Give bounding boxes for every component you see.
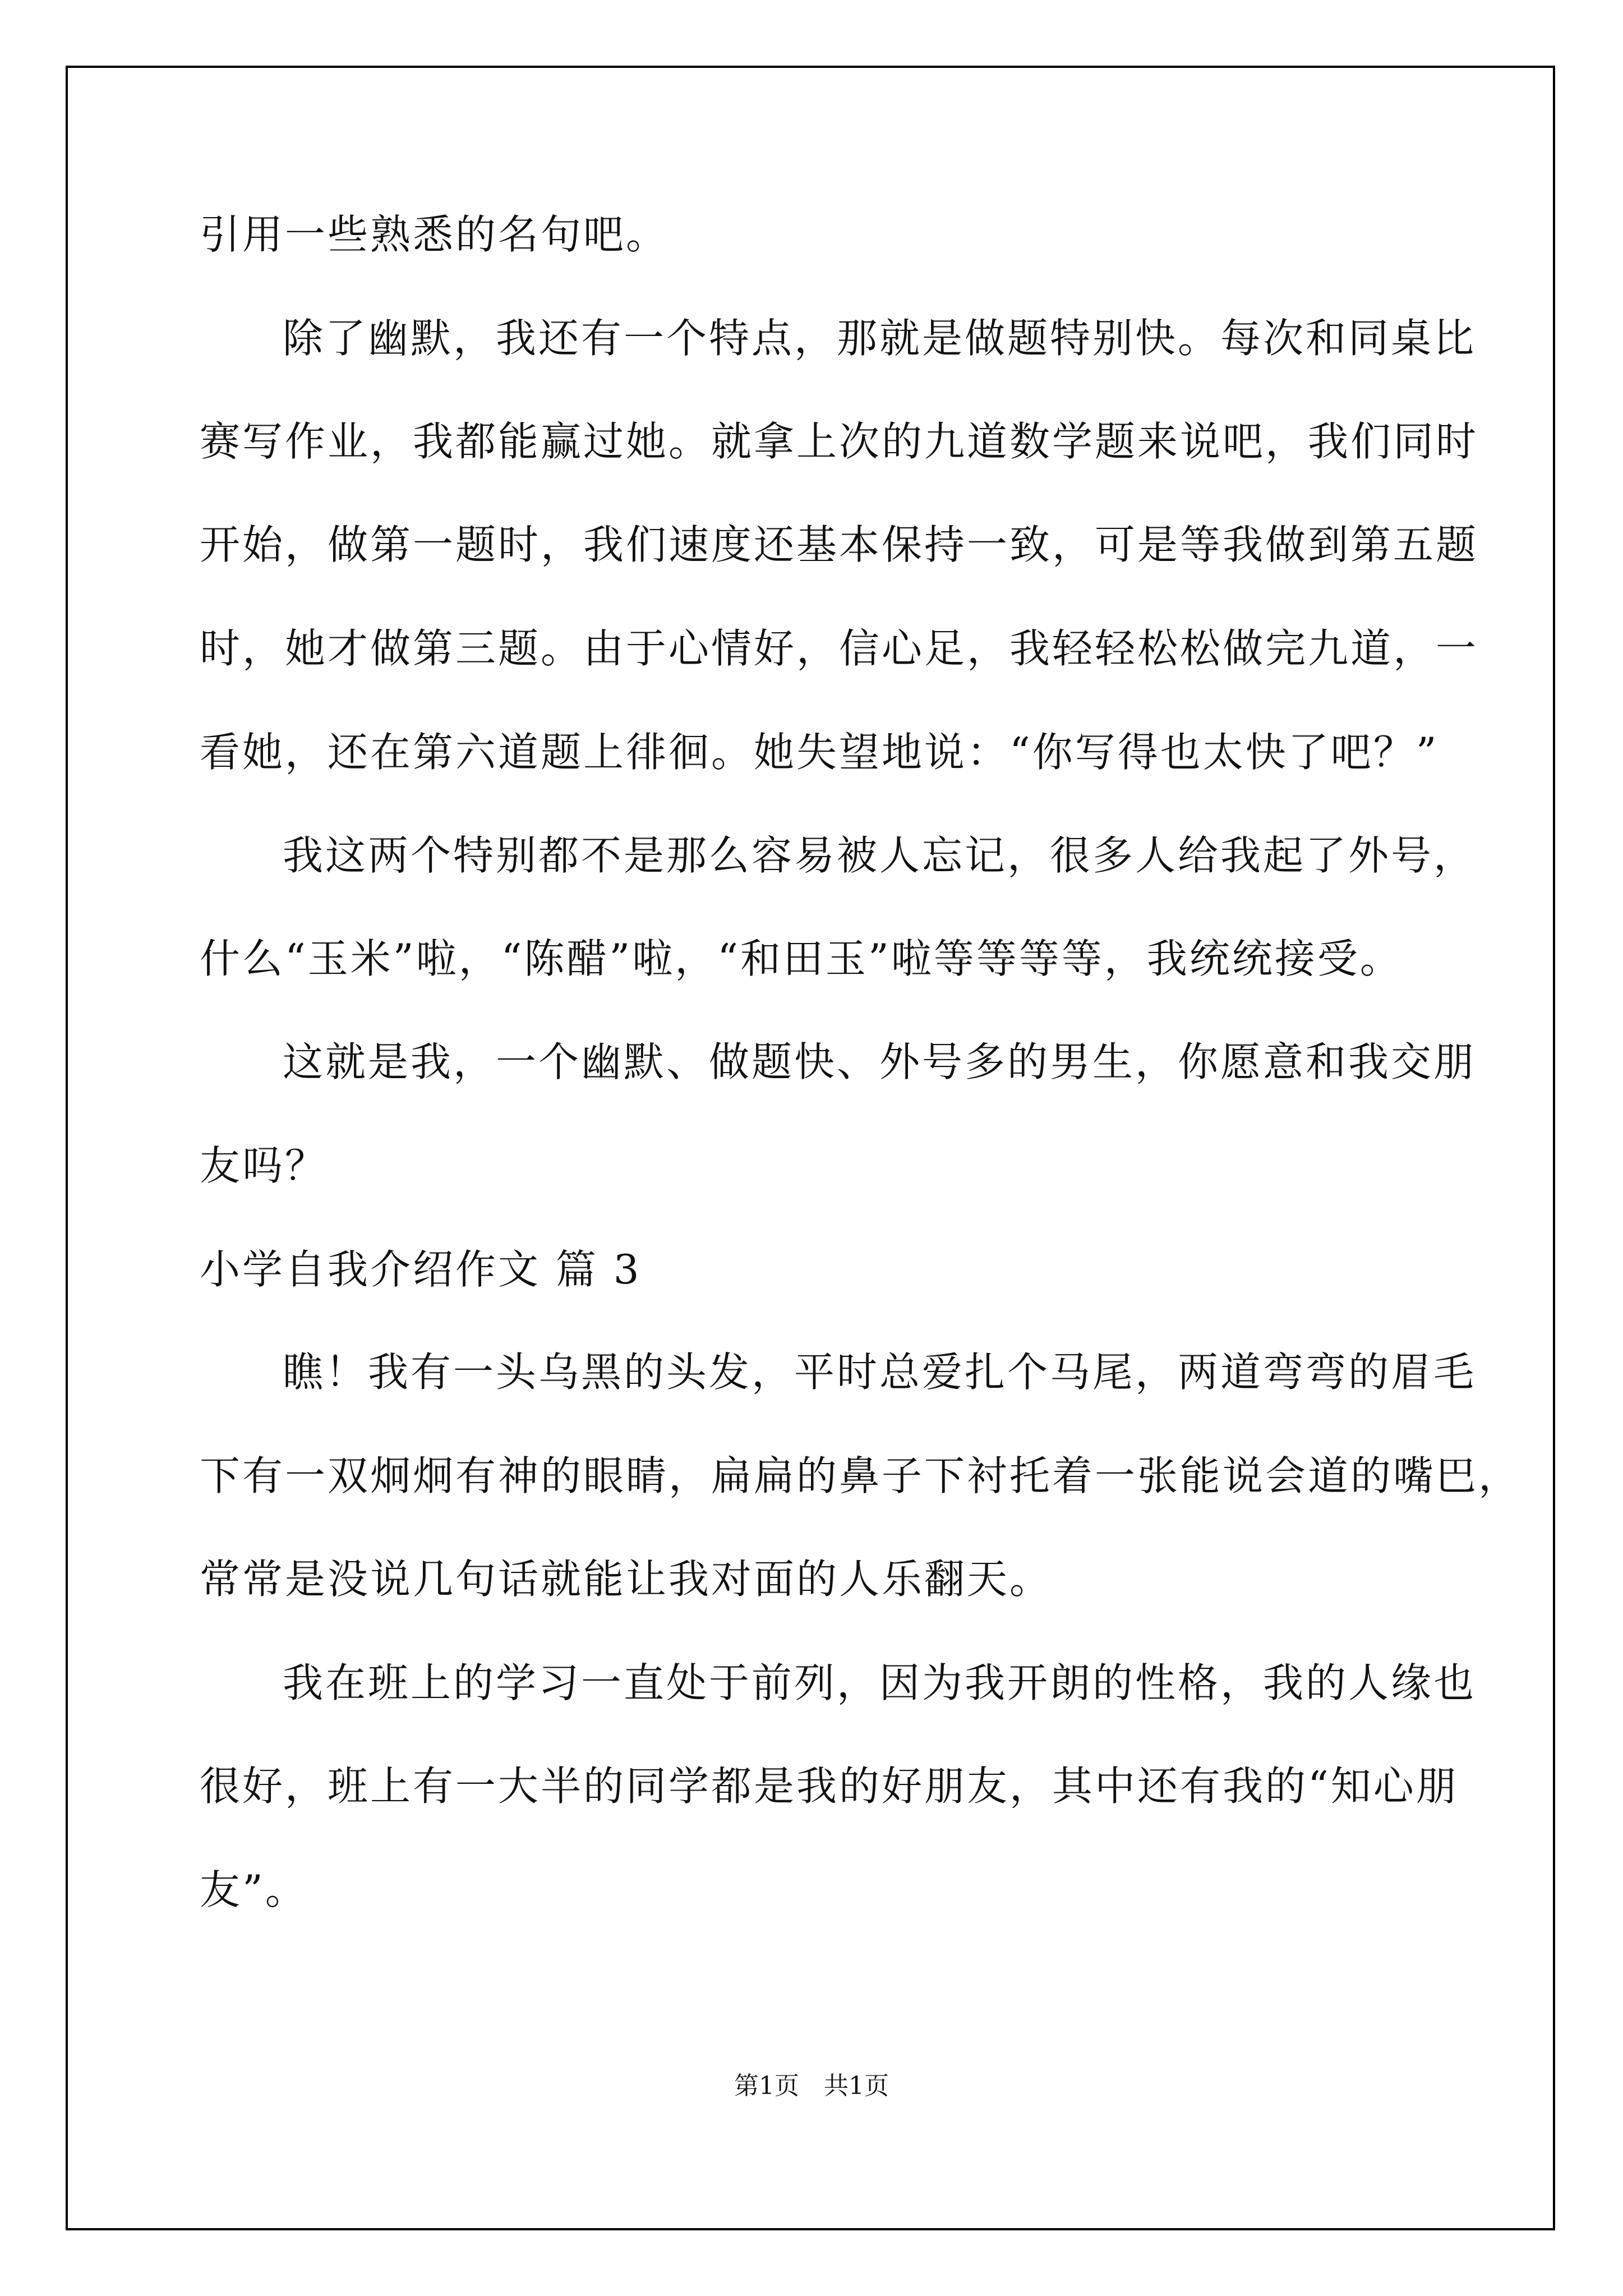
page-number-footer: 第1页 共1页 <box>734 2072 889 2100</box>
text-line: 很好，班上有一大半的同学都是我的好朋友，其中还有我的“知心朋 <box>200 1763 1459 1810</box>
text-line: 下有一双炯炯有神的眼睛，扁扁的鼻子下衬托着一张能说会道的嘴巴， <box>200 1452 1521 1499</box>
text-line: 常常是没说几句话就能让我对面的人乐翻天。 <box>200 1556 1053 1603</box>
text-line: 友”。 <box>200 1866 308 1913</box>
text-line: 看她，还在第六道题上徘徊。她失望地说：“你写得也太快了吧？” <box>200 729 1439 776</box>
text-line: 开始，做第一题时，我们速度还基本保持一致，可是等我做到第五题 <box>200 521 1479 568</box>
paragraph-start-line: 我这两个特别都不是那么容易被人忘记，很多人给我起了外号， <box>283 832 1477 879</box>
text-line: 时，她才做第三题。由于心情好，信心足，我轻轻松松做完九道，一 <box>200 625 1479 672</box>
section-heading: 小学自我介绍作文 篇 3 <box>200 1246 642 1293</box>
text-line: 友吗？ <box>200 1142 328 1189</box>
text-line: 引用一些熟悉的名句吧。 <box>200 211 669 258</box>
paragraph-start-line: 这就是我，一个幽默、做题快、外号多的男生，你愿意和我交朋 <box>283 1038 1477 1085</box>
text-line: 赛写作业，我都能赢过她。就拿上次的九道数学题来说吧，我们同时 <box>200 418 1479 465</box>
paragraph-start-line: 瞧！我有一头乌黑的头发，平时总爱扎个马尾，两道弯弯的眉毛 <box>283 1349 1477 1396</box>
paragraph-start-line: 我在班上的学习一直处于前列，因为我开朗的性格，我的人缘也 <box>283 1659 1477 1706</box>
paragraph-start-line: 除了幽默，我还有一个特点，那就是做题特别快。每次和同桌比 <box>283 315 1477 362</box>
text-line: 什么“玉米”啦，“陈醋”啦，“和田玉”啦等等等等，我统统接受。 <box>200 935 1403 982</box>
